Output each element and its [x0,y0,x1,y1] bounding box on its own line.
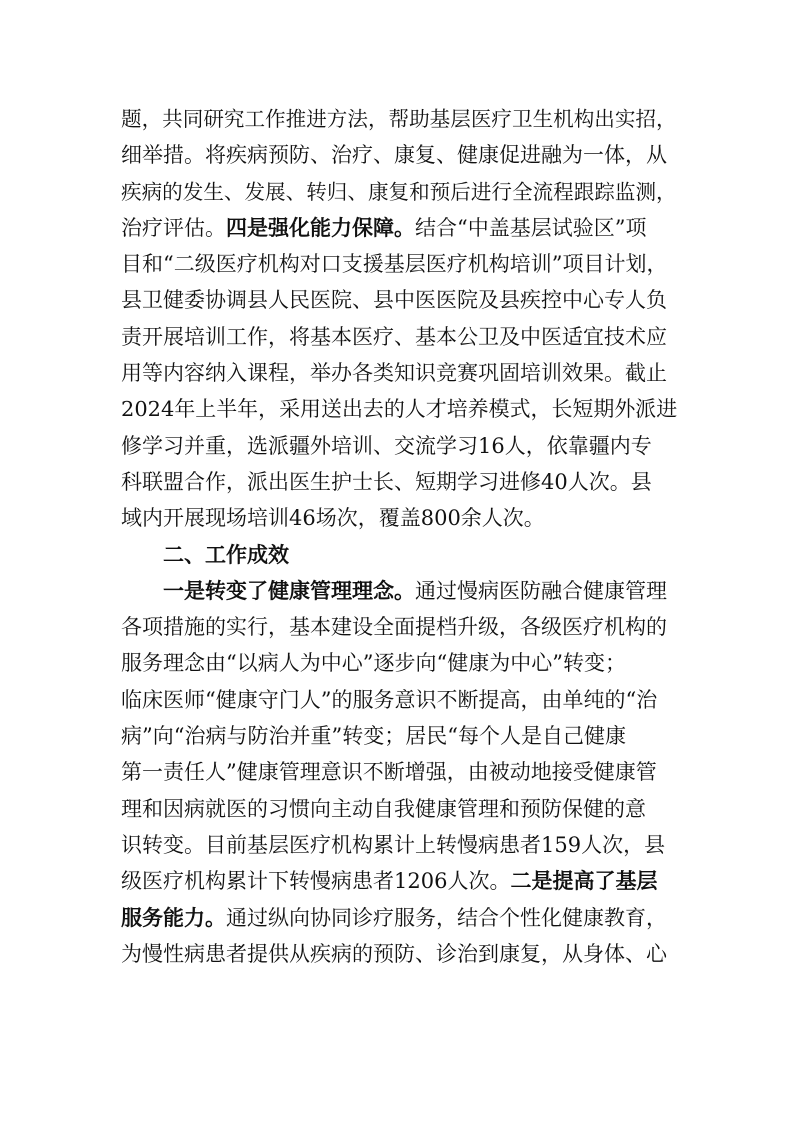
text-line [121,863,677,899]
text-segment: 通过慢病医防融合健康管理 [415,578,667,603]
text-segment: 题，共同研究工作推进方法，帮助基层医疗卫生机构出实招， [121,107,677,131]
text-line [121,246,677,282]
text-segment: 理和因病就医的习惯向主动自我健康管理和预防保健的意 [121,796,646,821]
text-segment: 2024年上半年，采用送出去的人才培养模式，长短期外派进 [121,397,678,422]
body-text [121,101,677,972]
text-line [121,936,677,972]
text-segment: 临床医师“健康守门人”的服务意识不断提高，由单纯的“治 [121,687,658,712]
text-line [121,900,677,936]
bold-text-segment: 一是转变了健康管理理念。 [163,578,415,603]
text-segment: 病”向“治病与防治并重”转变；居民“每个人是自己健康 [121,724,626,749]
text-line [121,827,677,863]
text-line [121,137,677,173]
text-line [121,428,677,464]
bold-text-segment: 四是强化能力保障。 [226,215,415,240]
section-heading [121,537,677,573]
text-segment: 各项措施的实行，基本建设全面提档升级，各级医疗机构的 [121,615,667,640]
text-line [121,282,677,318]
text-segment: 识转变。目前基层医疗机构累计上转慢病患者159人次，县 [121,832,666,857]
text-segment: 结合“中盖基层试验区”项 [415,215,647,240]
text-line [121,791,677,827]
text-line [121,210,677,246]
text-line [121,754,677,790]
text-segment: 科联盟合作，派出医生护士长、短期学习进修40人次。县 [121,469,652,494]
text-line [121,355,677,391]
text-segment: 修学习并重，选派疆外培训、交流学习16人，依靠疆内专 [121,433,652,458]
bold-text-segment: 二、工作成效 [163,542,289,567]
text-segment: 第一责任人”健康管理意识不断增强，由被动地接受健康管 [121,760,657,785]
text-line [121,609,677,645]
text-segment: 通过纵向协同诊疗服务，结合个性化健康教育， [226,905,667,930]
text-segment: 级医疗机构累计下转慢病患者1206人次。 [121,869,511,894]
text-line [121,500,677,536]
text-segment: 细举措。将疾病预防、治疗、康复、健康促进融为一体，从 [121,143,667,168]
bold-text-segment: 服务能力。 [121,905,226,930]
text-line [121,174,677,210]
text-segment: 目和“二级医疗机构对口支援基层医疗机构培训”项目计划， [121,252,668,277]
text-line [121,319,677,355]
text-line [121,718,677,754]
text-segment: 责开展培训工作，将基本医疗、基本公卫及中医适宜技术应 [121,324,667,349]
text-line [121,101,677,137]
text-segment: 县卫健委协调县人民医院、县中医医院及县疾控中心专人负 [121,288,667,313]
text-line [121,573,677,609]
text-segment: 用等内容纳入课程，举办各类知识竞赛巩固培训效果。截止 [121,361,667,386]
text-segment: 服务理念由“以病人为中心”逐步向“健康为中心”转变； [121,651,626,676]
text-segment: 疾病的发生、发展、转归、康复和预后进行全流程跟踪监测， [121,179,677,204]
text-segment: 为慢性病患者提供从疾病的预防、诊治到康复，从身体、心 [121,941,667,966]
text-line [121,645,677,681]
text-segment: 治疗评估。 [121,215,226,240]
text-segment: 域内开展现场培训46场次，覆盖800余人次。 [121,506,545,531]
text-line [121,464,677,500]
bold-text-segment: 二是提高了基层 [510,869,658,894]
text-line [121,682,677,718]
text-line [121,391,677,427]
